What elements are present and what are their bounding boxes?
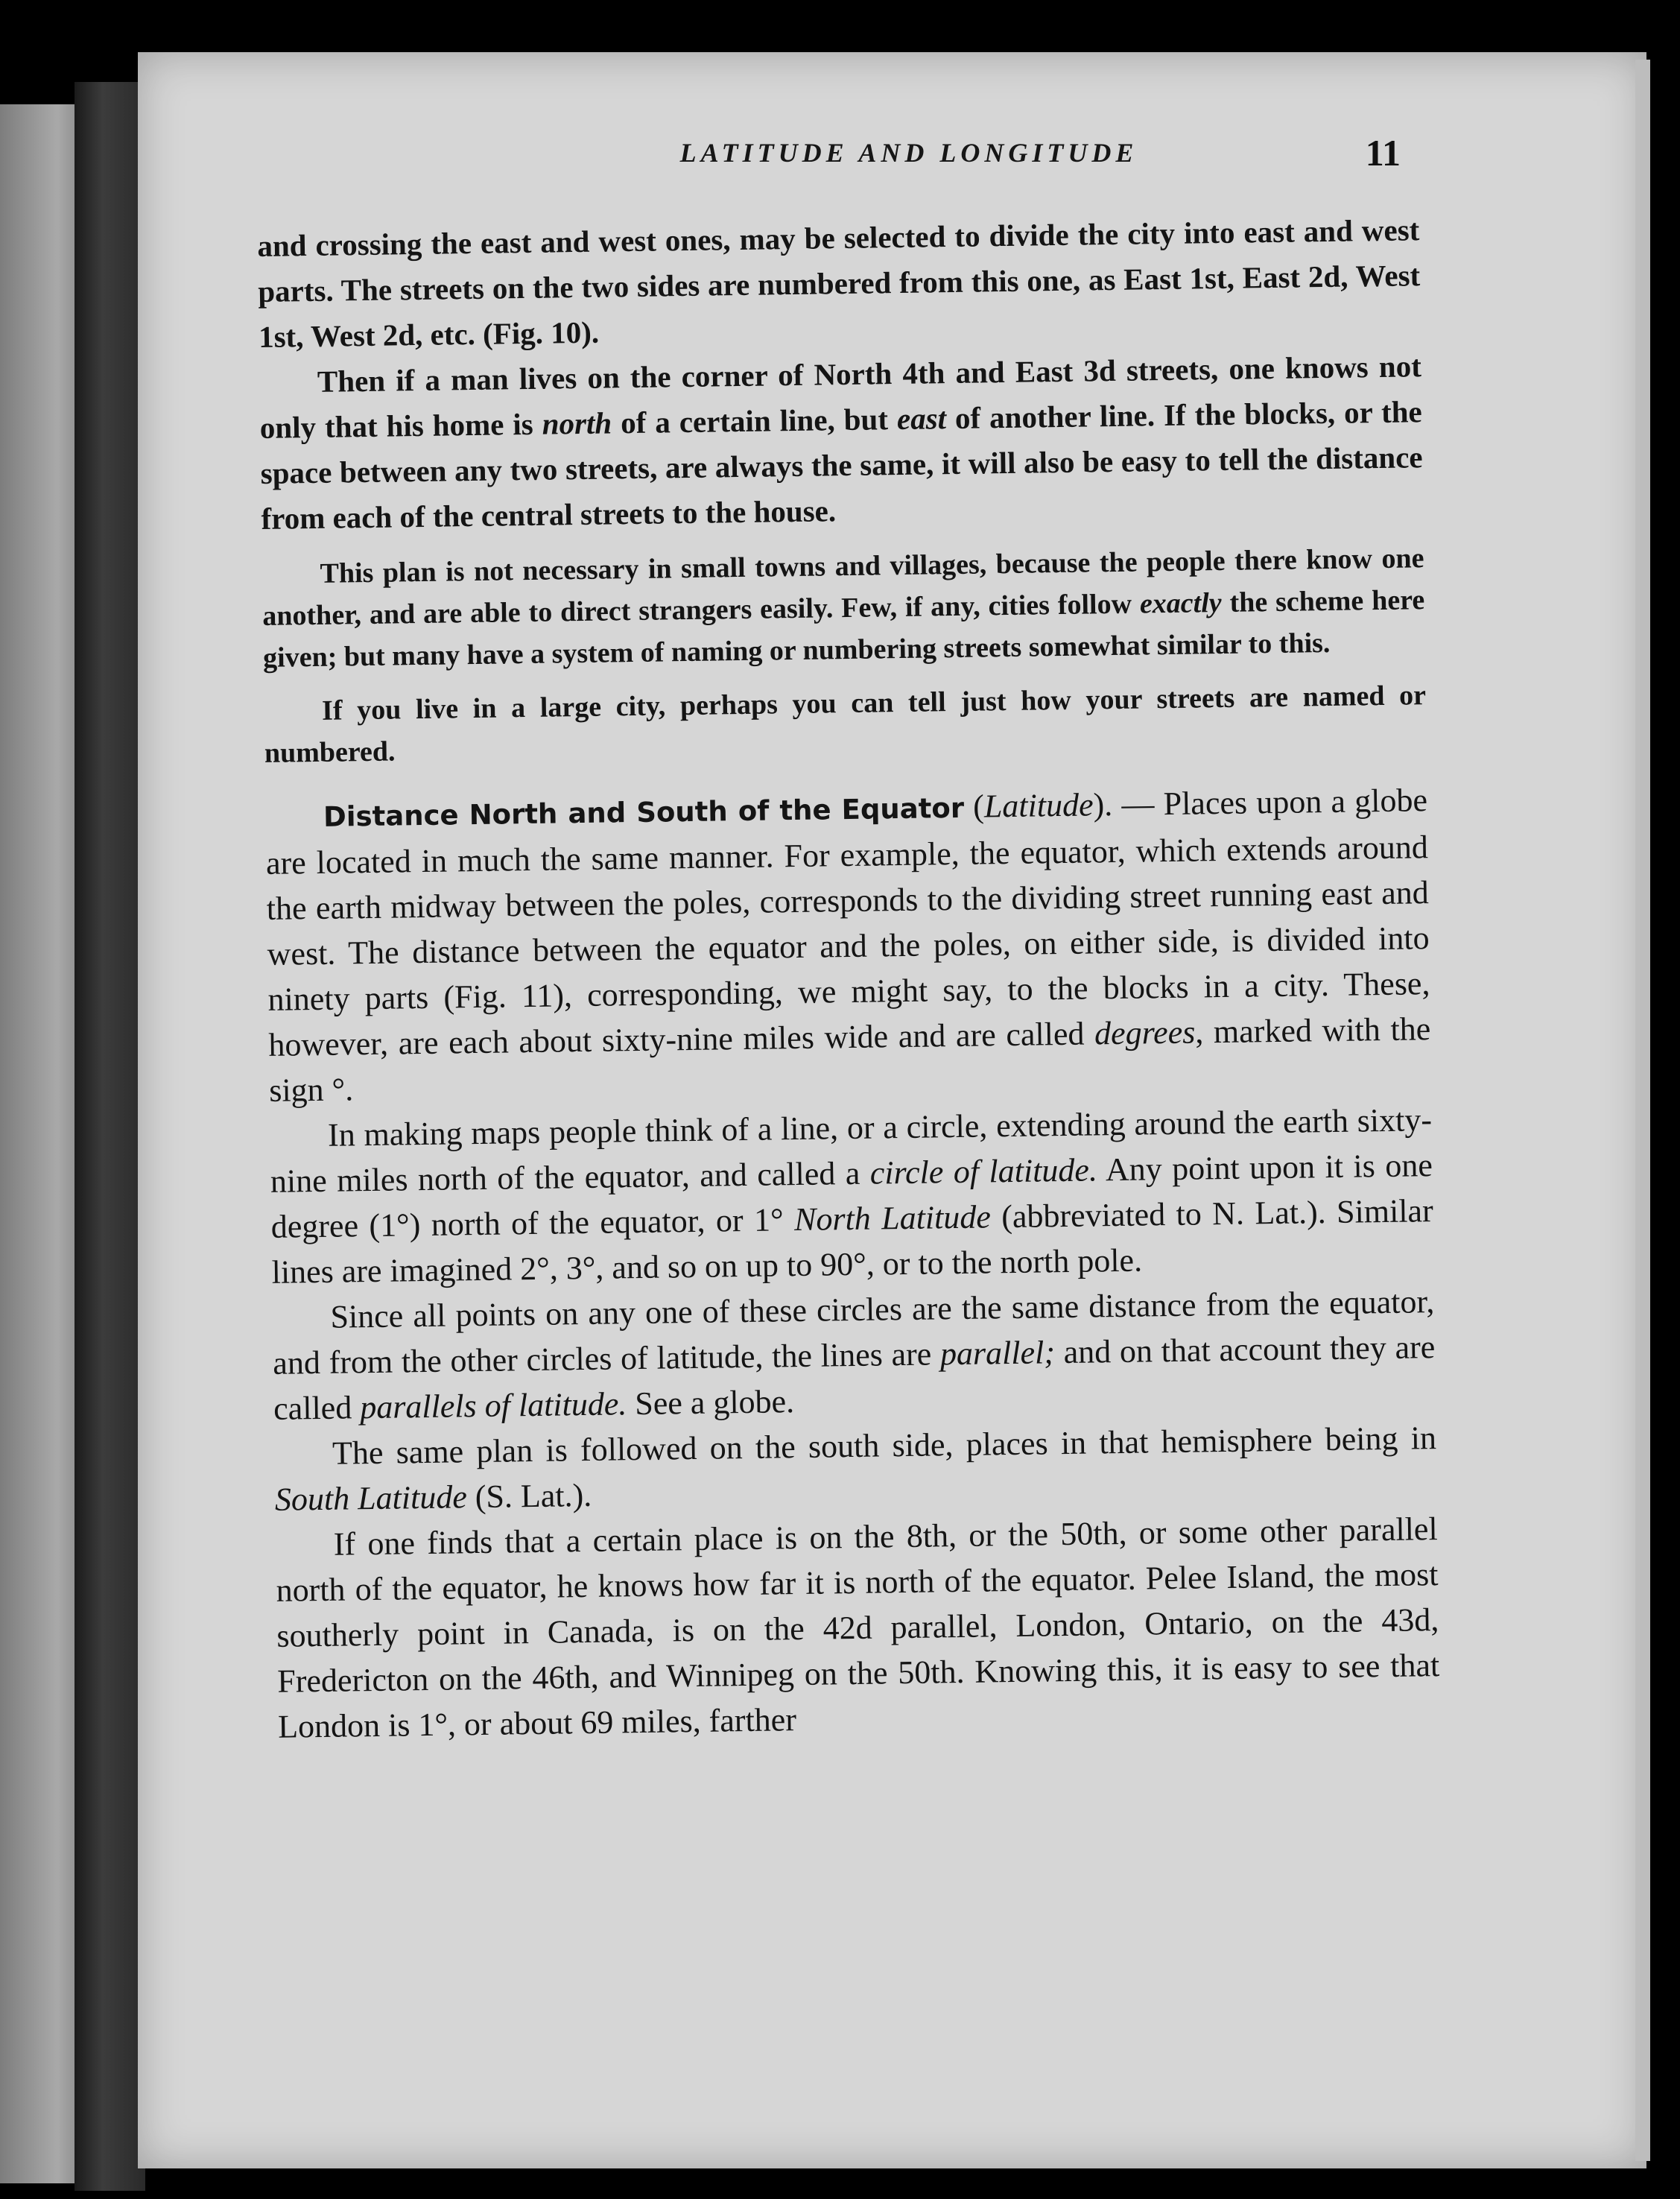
paragraph-7: Since all points on any one of these circles are the same distance from the equator, and from the other circles of latitude, the lines are parallel; and on that account they are called parallels of latitude. See a globe. (273, 1283, 1436, 1427)
page-number: 11 (1365, 132, 1401, 174)
paragraph-4-note: If you live in a large city, perhaps you can tell just how your streets are named or numbered. (264, 680, 1427, 769)
paragraph-5-latitude: Distance North and South of the Equator (Latitude). — Places upon a globe are located in much the same manner. For example, the equator, which extends around the earth midway between the poles, corresponds to the dividing street running east and west. The distance between the equator and the poles, on either side, is divided into ninety parts (Fig. 11), corresponding, we might say, to the blocks in a city. These, however, are each about sixty-nine miles wide and are called degrees, marked with the sign °. (265, 782, 1431, 1109)
facing-page-edge (0, 104, 82, 2183)
page-right-edge (1635, 60, 1650, 2161)
running-header: LATITUDE AND LONGITUDE (679, 138, 1138, 168)
book-gutter (75, 82, 145, 2191)
paragraph-9: If one finds that a certain place is on the 8th, or the 50th, or some other parallel north of the equator, he knows how far it is north of the equator. Pelee Island, the most southerly point in Canada, is on the 42d parallel, London, Ontario, on the 43d, Fredericton on the 46th, and Winnipeg on the 50th. Knowing this, it is easy to see that London is 1°, or about 69 miles, farther (276, 1510, 1440, 1745)
paragraph-3-note: This plan is not necessary in small towns and villages, because the people there know one another, and are able to direct strangers easily. Few, if any, cities follow exactly the scheme here given; but many have a system of naming or numbering streets somewhat similar to this. (262, 542, 1425, 674)
paragraph-1: and crossing the east and west ones, may be selected to divide the city into east and west parts. The streets on the two sides are numbered from this one, as East 1st, East 2d, West 1st, West 2d, etc. (Fig. 10). (257, 212, 1421, 354)
section-heading: Distance North and South of the Equator (323, 791, 965, 833)
paragraph-2: Then if a man lives on the corner of North 4th and East 3d streets, one knows not only that his home is north of a certain line, but east of another line. If the blocks, or the space between any two streets, are always the same, it will also be easy to tell the distance from each of the central streets to the house. (259, 349, 1423, 536)
body-text (257, 207, 1440, 1750)
paragraph-6: In making maps people think of a line, or a circle, extending around the earth sixty-nine miles north of the equator, and called a circle of latitude. Any point upon it is one degree (1°) north of the equator, or 1° North Latitude (abbreviated to N. Lat.). Similar lines are imagined 2°, 3°, and so on up to 90°, or to the north pole. (270, 1101, 1433, 1291)
paragraph-8: The same plan is followed on the south side, places in that hemisphere being in South Latitude (S. Lat.). (274, 1420, 1437, 1518)
